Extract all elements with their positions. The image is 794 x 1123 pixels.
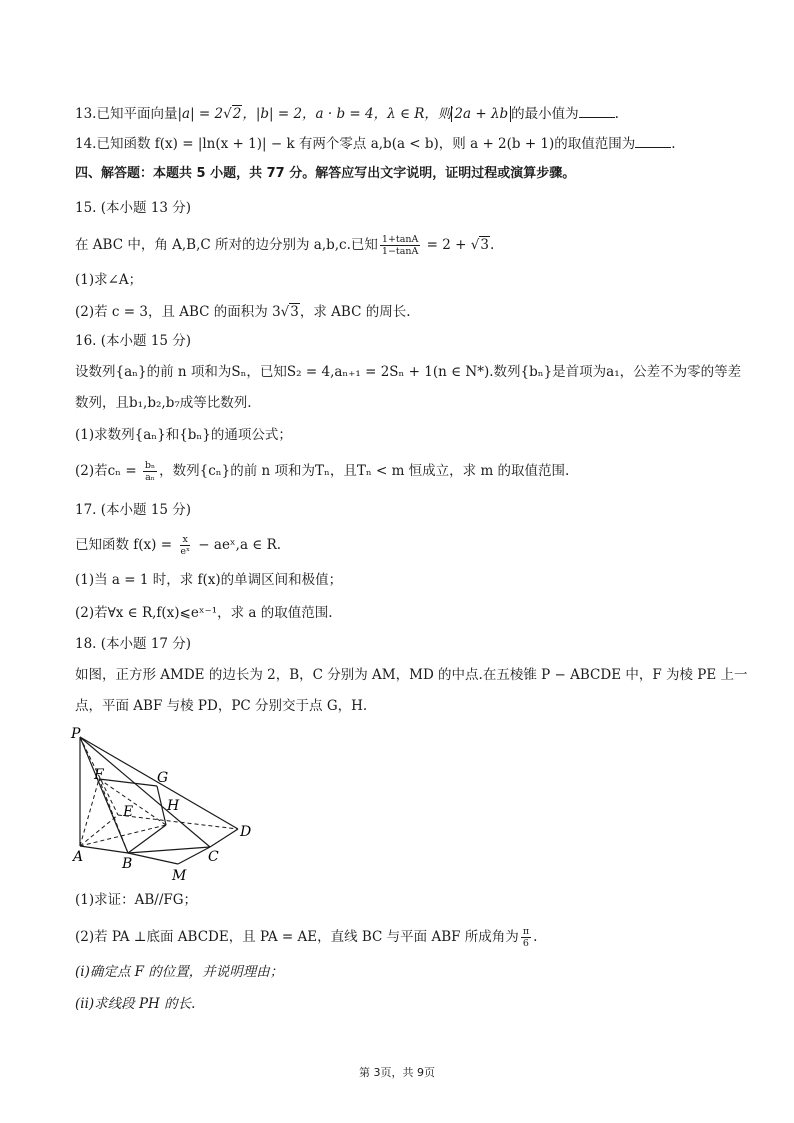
- q14-answer-blank: [635, 135, 671, 148]
- pyramid-figure: [60, 722, 270, 882]
- q18-stem-line-1: 如图，正方形 AMDE 的边长为 2，B，C 分别为 AM，MD 的中点.在五棱锥 P − ABCDE 中，F 为棱 PE 上一: [75, 667, 748, 683]
- q17-heading: 17. (本小题 15 分): [75, 502, 192, 518]
- q13-sqrt-content: 2: [232, 106, 242, 122]
- q16-part-2: [75, 460, 724, 483]
- q13-answer-blank: [579, 105, 615, 118]
- edge-CD: [210, 829, 238, 847]
- q13-text-2: 的最小值为: [511, 106, 579, 122]
- q18-frac-den: 6: [522, 938, 529, 949]
- q15-part-2-sqrt-sign: √: [280, 304, 290, 320]
- label-B: B: [122, 856, 133, 872]
- q16-part-1: (1)求数列{aₙ}和{bₙ}的通项公式；: [75, 427, 292, 443]
- q17-part-2: (2)若∀x ∈ R,f(x)⩽eˣ⁻¹，求 a 的取值范围.: [75, 605, 333, 621]
- edge-BM: [128, 853, 178, 864]
- q14-end: .: [671, 136, 676, 152]
- q15-part-2: [75, 302, 724, 322]
- q13-math-1: |a| = 2: [177, 106, 224, 122]
- q16-part-2-text-b: ，数列{cₙ}的前 n 项和为Tₙ，且Tₙ < m 恒成立，求 m 的取值范围.: [159, 463, 570, 479]
- q15-frac-num: 1+tanA: [381, 234, 419, 245]
- page-footer: 第 3页，共 9页: [359, 1066, 435, 1079]
- q15-stem-text: 在 ABC 中，角 A,B,C 所对的边分别为 a,b,c.已知: [75, 237, 378, 253]
- label-G: G: [157, 770, 169, 786]
- section-4-heading: 四、解答题：本题共 5 小题，共 77 分。解答应写出文字说明，证明过程或演算步骤。: [75, 166, 576, 181]
- q18-stem-line-2: 点，平面 ABF 与棱 PD，PC 分别交于点 G，H.: [75, 698, 368, 714]
- q15-heading: 15. (本小题 13 分): [75, 200, 192, 216]
- q13-sqrt-sign: √: [223, 106, 232, 122]
- q15-fraction: [380, 234, 420, 257]
- label-M: M: [172, 868, 187, 882]
- q18-fraction: [521, 926, 531, 949]
- q15-part-2-text-b: ，求 ABC 的周长.: [299, 304, 411, 320]
- q16-heading: 16. (本小题 15 分): [75, 333, 192, 349]
- edge-AE-hidden: [80, 815, 118, 846]
- q15-frac-den: 1−tanA: [381, 246, 419, 257]
- label-P: P: [71, 726, 81, 742]
- q13-text-1: 已知平面向量: [96, 106, 178, 122]
- q17-stem-text-b: − aeˣ,a ∈ R.: [194, 537, 282, 553]
- q14-text: 已知函数 f(x) = |ln(x + 1)| − k 有两个零点 a,b(a < b)，则 a + 2(b + 1)的取值范围为: [96, 136, 636, 152]
- edge-AF-hidden: [80, 779, 99, 846]
- q17-fraction: [178, 534, 192, 557]
- q18-part-2: [75, 926, 724, 949]
- q16-fraction: [143, 460, 157, 483]
- edge-BH: [128, 825, 166, 853]
- q16-frac-den: aₙ: [145, 472, 155, 483]
- label-E: E: [123, 804, 134, 820]
- label-A: A: [73, 849, 84, 865]
- q17-frac-den: eˣ: [180, 546, 190, 557]
- q15-stem: [75, 234, 724, 257]
- q15-part-2-text-a: (2)若 c = 3，且 ABC 的面积为 3: [75, 304, 281, 320]
- q15-sqrt-sign: √: [470, 237, 480, 253]
- question-14: [75, 134, 724, 154]
- q14-number: 14.: [75, 136, 97, 152]
- q16-frac-num: bₙ: [144, 460, 156, 471]
- q13-math-2: ，|b| = 2，a · b = 4，λ ∈ R，则: [242, 106, 452, 122]
- label-C: C: [208, 849, 219, 865]
- q18-frac-num: π: [522, 926, 530, 937]
- label-F: F: [94, 767, 104, 783]
- q18-part-2-end: .: [533, 929, 538, 945]
- q17-stem-text-a: 已知函数 f(x) =: [75, 537, 177, 553]
- q15-part-2-sqrt-content: 3: [290, 304, 299, 320]
- q15-stem-end: .: [489, 237, 495, 253]
- q18-part-2-i: (i)确定点 F 的位置，并说明理由；: [75, 964, 284, 980]
- q18-part-2-text: (2)若 PA ⊥底面 ABCDE，且 PA = AE，直线 BC 与平面 ABF 所成角为: [75, 929, 519, 945]
- edge-ED-hidden: [118, 815, 238, 829]
- q17-frac-num: x: [182, 534, 188, 545]
- q15-sqrt-content: 3: [480, 237, 489, 253]
- q17-part-1: (1)当 a = 1 时，求 f(x)的单调区间和极值；: [75, 572, 343, 588]
- q13-number: 13.: [75, 106, 97, 122]
- q15-part-1: (1)求∠A；: [75, 272, 143, 288]
- q16-stem-line-1: 设数列{aₙ}的前 n 项和为Sₙ，已知S₂ = 4,aₙ₊₁ = 2Sₙ + 1(n ∈ N*).数列{bₙ}是首项为a₁，公差不为零的等差: [75, 364, 742, 380]
- q13-abs-expression: 2a + λb: [451, 106, 511, 122]
- q18-part-2-ii: (ii)求线段 PH 的长.: [75, 996, 196, 1012]
- q16-stem-line-2: 数列，且b₁,b₂,b₇成等比数列.: [75, 395, 252, 411]
- edge-AB: [80, 846, 128, 853]
- label-D: D: [240, 824, 252, 840]
- q18-heading: 18. (本小题 17 分): [75, 636, 192, 652]
- q18-part-1: (1)求证：AB//FG；: [75, 892, 198, 908]
- edge-BC: [128, 847, 210, 853]
- q16-part-2-text-a: (2)若cₙ =: [75, 463, 141, 479]
- label-H: H: [167, 798, 180, 814]
- q15-stem-eq: = 2 +: [422, 237, 471, 253]
- q17-stem: [75, 534, 724, 557]
- question-13: [75, 104, 724, 124]
- q13-end: .: [614, 106, 619, 122]
